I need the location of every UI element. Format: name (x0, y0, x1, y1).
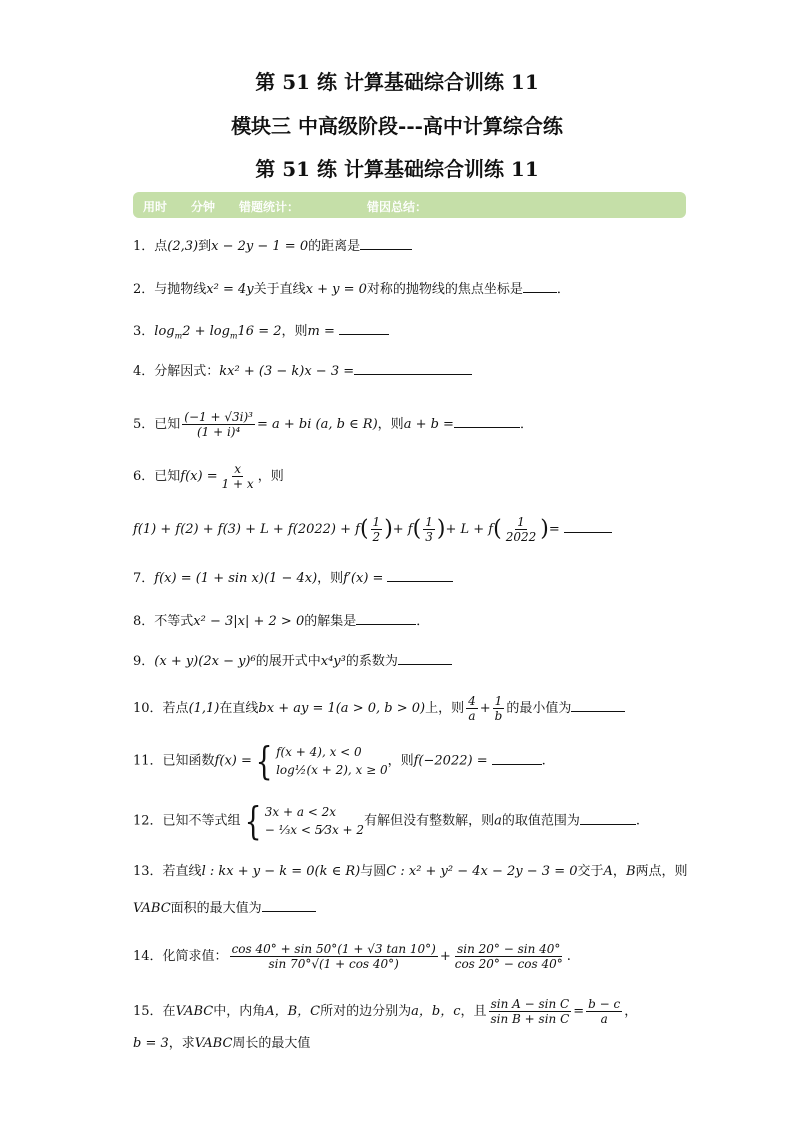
answer-blank[interactable] (360, 237, 412, 250)
time-label: 用时 (143, 200, 168, 214)
question-8: 8．不等式x² − 3|x| + 2 > 0的解集是 ． (133, 614, 430, 629)
answer-blank[interactable] (398, 652, 452, 665)
answer-blank[interactable] (492, 752, 542, 765)
question-6-expression: f(1) + f(2) + f(3) + L + f(2022) + f( $\frac{1}{2}$ )+ f( $\frac{1}{3}$ )+ L + f( $\frac{1}{2022}$ )= (133, 515, 612, 544)
question-13-line2: VABC面积的最大值为 (133, 899, 316, 919)
answer-blank[interactable] (339, 322, 389, 335)
answer-blank[interactable] (354, 362, 472, 375)
answer-blank[interactable] (580, 812, 636, 825)
question-15: 15．在VABC中，内角A，B，C所对的边分别为a，b，c，且 $\frac{\text{sin A − sin C}}{\text{sin B + sin C}}$ = $\frac{b - c}{a}$ ， (133, 997, 638, 1026)
answer-blank[interactable] (571, 699, 625, 712)
question-14: 14．化简求值： $\frac{\cos 40^\circ + \sin 50^\circ(1 + √3 \tan 10^\circ)}{\sin 70^\circ√(1 + \cos 40^\circ)}$ + $\frac{\sin 20^\circ - \sin 40^\circ}{\cos 20^\circ - \cos 40^\circ}$ . (133, 942, 571, 971)
question-7: 7．f(x) = (1 + sin x)(1 − 4x)，则f′(x) = (133, 569, 453, 589)
module-title: 模块三 中高级阶段---高中计算综合练 (231, 114, 563, 138)
info-bar (133, 192, 686, 218)
answer-blank[interactable] (356, 612, 416, 625)
question-15-line2: b = 3，求VABC周长的最大值 (133, 1036, 311, 1051)
question-4: 4．分解因式：kx² + (3 − k)x − 3 = (133, 362, 472, 382)
question-13: 13．若直线l : kx + y − k = 0(k ∈ R)与圆C : x² + y² − 4x − 2y − 3 = 0交于A，B两点，则 (133, 864, 688, 879)
answer-blank[interactable] (387, 569, 453, 582)
question-3: 3．$\log_m2 + \log_m16 = 2$，则m = (133, 322, 389, 347)
answer-blank[interactable] (523, 280, 557, 293)
question-11: 11．已知函数f(x) ={ f(x + 4), x < 0 log½(x + 2), x ≥ 0 ，则f(−2022) = . (133, 739, 546, 783)
answer-blank[interactable] (564, 520, 612, 533)
question-2: 2．与抛物线x² = 4y关于直线x + y = 0对称的抛物线的焦点坐标是 ． (133, 282, 570, 297)
question-12: 12．已知不等式组{ 3x + a < 2x − ⅓x < 5⁄3x + 2 有解但没有整数解，则a的取值范围为 . (133, 799, 640, 843)
answer-blank[interactable] (454, 415, 520, 428)
answer-blank[interactable] (262, 899, 316, 912)
error-stats-label: 错题统计： (239, 200, 300, 214)
minutes-label: 分钟 (191, 200, 216, 214)
page-title: 第 51 练 计算基础综合训练 11 (255, 70, 539, 94)
question-5: 5．已知 $\frac{\text{(−1 + √3i)³}}{\text{(1 + i)⁴}}$ = a + bi (a, b ∈ R)，则a + b = ． (133, 410, 533, 439)
question-6: 6．已知f(x) = $\frac{x}{1 + x}$ ，则 (133, 462, 284, 491)
question-10: 10．若点(1,1)在直线bx + ay = 1(a > 0, b > 0)上，则 $\frac{4}{a}$ + $\frac{1}{b}$ 的最小值为 (133, 694, 625, 723)
question-9: 9．(x + y)(2x − y)⁶的展开式中x⁴y³的系数为 (133, 652, 452, 672)
question-1: 1．点(2,3)到x − 2y − 1 = 0的距离是 (133, 237, 412, 257)
error-reason-label: 错因总结： (367, 200, 428, 214)
page-subtitle: 第 51 练 计算基础综合训练 11 (255, 157, 539, 181)
